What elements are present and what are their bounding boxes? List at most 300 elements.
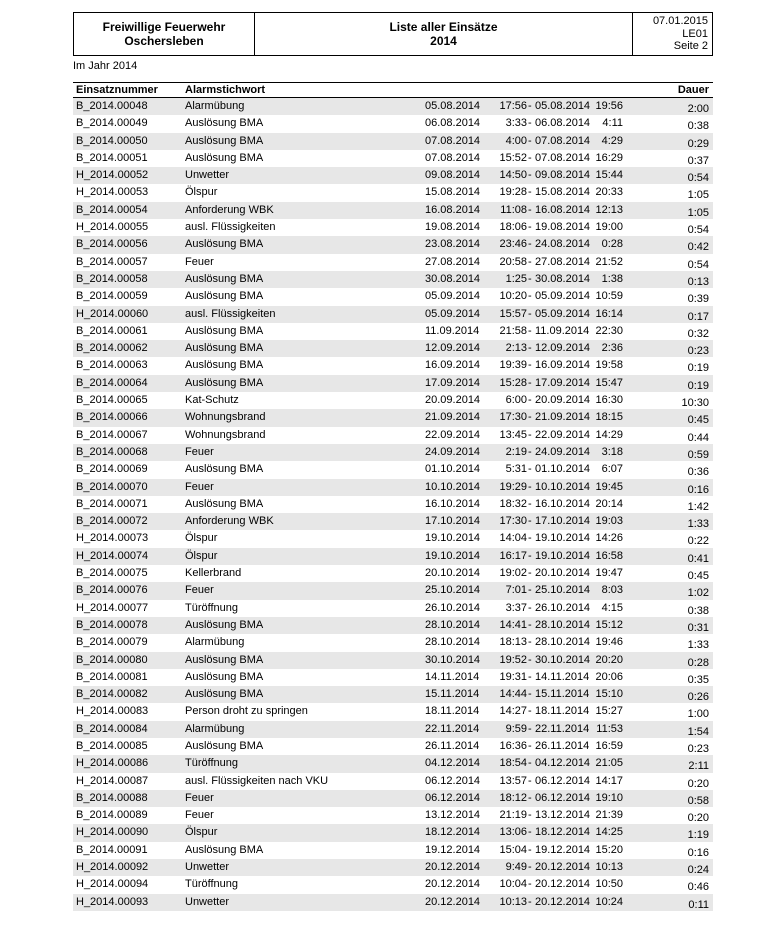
end-date-cell: 09.08.2014 [535, 169, 591, 182]
dash-separator: - [528, 774, 532, 787]
end-time-cell: 2:36 [601, 342, 623, 355]
dash-separator: - [528, 636, 532, 649]
dash-separator: - [528, 515, 532, 528]
end-date-cell: 17.10.2014 [535, 515, 591, 528]
table-row [73, 133, 713, 150]
einsatznummer-cell: B_2014.00078 [76, 618, 148, 631]
table-row [73, 219, 713, 236]
dash-separator: - [528, 203, 532, 216]
start-time-cell: 17:30 [499, 515, 527, 528]
table-row [73, 150, 713, 167]
column-header-number: Einsatznummer [76, 84, 158, 96]
start-date-cell: 19.10.2014 [425, 549, 481, 562]
end-date-cell: 20.09.2014 [535, 394, 591, 407]
start-time-cell: 20:58 [499, 255, 527, 268]
dash-separator: - [528, 480, 532, 493]
end-date-cell: 20.12.2014 [535, 861, 591, 874]
start-time-cell: 7:01 [505, 584, 527, 597]
end-time-cell: 21:05 [595, 757, 623, 770]
start-time-cell: 23:46 [499, 238, 527, 251]
dash-separator: - [528, 653, 532, 666]
end-time-cell: 3:18 [601, 445, 623, 458]
start-time-cell: 14:27 [499, 705, 527, 718]
dash-separator: - [528, 117, 532, 130]
end-date-cell: 06.08.2014 [535, 117, 591, 130]
start-date-cell: 26.11.2014 [425, 739, 480, 752]
start-time-cell: 2:13 [505, 342, 527, 355]
table-row [73, 634, 713, 651]
end-time-cell: 20:06 [595, 670, 623, 683]
start-date-cell: 07.08.2014 [425, 134, 481, 147]
alarmstichwort-cell: Auslösung BMA [185, 376, 264, 389]
dauer-cell: 0:19 [687, 362, 709, 375]
start-time-cell: 16:17 [499, 549, 527, 562]
table-row [73, 202, 713, 219]
dash-separator: - [528, 428, 532, 441]
start-time-cell: 15:28 [499, 376, 527, 389]
start-time-cell: 3:37 [505, 601, 527, 614]
title-cell [255, 13, 633, 55]
alarmstichwort-cell: Feuer [185, 445, 214, 458]
table-row [73, 288, 713, 305]
dash-separator: - [528, 739, 532, 752]
alarmstichwort-cell: Feuer [185, 809, 214, 822]
start-time-cell: 19:29 [499, 480, 527, 493]
end-date-cell: 30.08.2014 [535, 272, 591, 285]
einsatznummer-cell: H_2014.00053 [76, 186, 149, 199]
end-time-cell: 15:47 [595, 376, 623, 389]
end-date-cell: 19.12.2014 [535, 843, 591, 856]
dauer-cell: 1:05 [687, 189, 709, 202]
dauer-cell: 0:59 [687, 448, 709, 461]
table-row [73, 703, 713, 720]
dash-separator: - [528, 134, 532, 147]
start-date-cell: 05.09.2014 [425, 290, 481, 303]
report-code: LE01 [682, 27, 708, 40]
end-time-cell: 22:30 [595, 324, 623, 337]
einsatznummer-cell: H_2014.00052 [76, 169, 149, 182]
dash-separator: - [528, 445, 532, 458]
start-time-cell: 14:50 [499, 169, 527, 182]
table-row [73, 375, 713, 392]
dash-separator: - [528, 618, 532, 631]
start-date-cell: 26.10.2014 [425, 601, 481, 614]
alarmstichwort-cell: Anforderung WBK [185, 203, 274, 216]
end-time-cell: 10:13 [595, 861, 623, 874]
alarmstichwort-cell: Wohnungsbrand [185, 428, 266, 441]
start-date-cell: 28.10.2014 [425, 618, 481, 631]
einsatznummer-cell: B_2014.00076 [76, 584, 148, 597]
start-time-cell: 18:32 [499, 497, 527, 510]
end-date-cell: 20.10.2014 [535, 567, 591, 580]
end-date-cell: 19.08.2014 [535, 221, 591, 234]
table-row [73, 513, 713, 530]
start-date-cell: 15.11.2014 [425, 688, 480, 701]
end-date-cell: 25.10.2014 [535, 584, 591, 597]
start-date-cell: 20.12.2014 [425, 878, 481, 891]
alarmstichwort-cell: Auslösung BMA [185, 324, 264, 337]
dash-separator: - [528, 255, 532, 268]
end-time-cell: 4:15 [601, 601, 623, 614]
einsatznummer-cell: H_2014.00094 [76, 878, 149, 891]
einsatznummer-cell: H_2014.00073 [76, 532, 149, 545]
dash-separator: - [528, 584, 532, 597]
end-date-cell: 15.11.2014 [535, 688, 590, 701]
alarmstichwort-cell: Feuer [185, 584, 214, 597]
einsatznummer-cell: B_2014.00071 [76, 497, 148, 510]
einsatznummer-cell: B_2014.00068 [76, 445, 148, 458]
end-time-cell: 4:11 [602, 117, 623, 130]
table-row [73, 790, 713, 807]
start-date-cell: 30.10.2014 [425, 653, 481, 666]
table-row [73, 357, 713, 374]
end-date-cell: 13.12.2014 [535, 809, 591, 822]
start-time-cell: 18:13 [499, 636, 527, 649]
alarmstichwort-cell: Kellerbrand [185, 567, 242, 580]
start-time-cell: 13:06 [499, 826, 527, 839]
dash-separator: - [528, 376, 532, 389]
einsatznummer-cell: B_2014.00061 [76, 324, 148, 337]
alarmstichwort-cell: Alarmübung [185, 636, 245, 649]
end-date-cell: 19.10.2014 [535, 549, 591, 562]
end-time-cell: 19:00 [595, 221, 623, 234]
table-row [73, 479, 713, 496]
table-row [73, 530, 713, 547]
end-time-cell: 4:29 [601, 134, 623, 147]
start-date-cell: 25.10.2014 [425, 584, 481, 597]
dash-separator: - [528, 497, 532, 510]
start-date-cell: 18.11.2014 [425, 705, 480, 718]
table-row [73, 582, 713, 599]
start-time-cell: 15:57 [499, 307, 527, 320]
table-row [73, 859, 713, 876]
einsatznummer-cell: H_2014.00083 [76, 705, 149, 718]
end-date-cell: 04.12.2014 [535, 757, 591, 770]
alarmstichwort-cell: Auslösung BMA [185, 653, 264, 666]
table-row [73, 306, 713, 323]
end-time-cell: 10:50 [595, 878, 623, 891]
dauer-cell: 1:33 [687, 639, 709, 652]
einsatznummer-cell: B_2014.00081 [76, 670, 148, 683]
start-date-cell: 05.08.2014 [425, 100, 481, 112]
start-time-cell: 13:57 [499, 774, 527, 787]
start-date-cell: 07.08.2014 [425, 151, 481, 164]
start-time-cell: 2:19 [505, 445, 527, 458]
dauer-cell: 2:11 [688, 760, 709, 773]
einsatznummer-cell: B_2014.00075 [76, 567, 148, 580]
alarmstichwort-cell: Türöffnung [185, 601, 239, 614]
start-time-cell: 19:31 [499, 670, 527, 683]
table-row [73, 271, 713, 288]
einsatznummer-cell: B_2014.00063 [76, 359, 148, 372]
start-date-cell: 13.12.2014 [425, 809, 481, 822]
alarmstichwort-cell: Person droht zu springen [185, 705, 308, 718]
einsatznummer-cell: B_2014.00066 [76, 411, 148, 424]
dash-separator: - [528, 394, 532, 407]
end-time-cell: 19:56 [595, 100, 623, 112]
dauer-cell: 0:45 [687, 414, 709, 427]
start-date-cell: 30.08.2014 [425, 272, 481, 285]
dash-separator: - [528, 601, 532, 614]
dash-separator: - [528, 238, 532, 251]
end-time-cell: 12:13 [595, 203, 623, 216]
dauer-cell: 10:30 [681, 397, 709, 410]
alarmstichwort-cell: Anforderung WBK [185, 515, 274, 528]
start-time-cell: 10:04 [499, 878, 527, 891]
start-date-cell: 05.09.2014 [425, 307, 481, 320]
end-time-cell: 10:59 [595, 290, 623, 303]
dash-separator: - [528, 878, 532, 891]
end-time-cell: 11:53 [596, 722, 623, 735]
start-time-cell: 19:52 [499, 653, 527, 666]
end-date-cell: 18.12.2014 [535, 826, 591, 839]
end-date-cell: 16.10.2014 [535, 497, 591, 510]
start-date-cell: 20.09.2014 [425, 394, 481, 407]
dauer-cell: 0:19 [687, 379, 709, 392]
table-row [73, 115, 713, 132]
alarmstichwort-cell: Auslösung BMA [185, 290, 264, 303]
table-row [73, 721, 713, 738]
table-row [73, 548, 713, 565]
dauer-cell: 0:23 [687, 742, 709, 755]
print-date: 07.01.2015 [652, 15, 708, 28]
end-time-cell: 16:58 [595, 549, 623, 562]
alarmstichwort-cell: Türöffnung [185, 878, 239, 891]
dauer-cell: 0:44 [687, 431, 709, 444]
end-date-cell: 24.09.2014 [535, 445, 591, 458]
dash-separator: - [528, 843, 532, 856]
einsatznummer-cell: H_2014.00090 [76, 826, 149, 839]
dash-separator: - [528, 272, 532, 285]
einsatznummer-cell: B_2014.00048 [76, 100, 148, 112]
report-title: Liste aller Einsätze [389, 20, 498, 34]
dash-separator: - [528, 549, 532, 562]
table-body [73, 98, 713, 911]
einsatznummer-cell: B_2014.00084 [76, 722, 148, 735]
start-date-cell: 06.08.2014 [425, 117, 481, 130]
start-time-cell: 18:12 [499, 791, 527, 804]
dash-separator: - [528, 307, 532, 320]
end-time-cell: 21:39 [595, 809, 623, 822]
start-time-cell: 18:06 [499, 221, 527, 234]
alarmstichwort-cell: Feuer [185, 791, 214, 804]
end-date-cell: 27.08.2014 [535, 255, 591, 268]
end-time-cell: 20:20 [595, 653, 623, 666]
table-row [73, 876, 713, 893]
start-date-cell: 06.12.2014 [425, 774, 481, 787]
dash-separator: - [528, 100, 532, 112]
dauer-cell: 0:41 [687, 552, 709, 565]
einsatznummer-cell: B_2014.00049 [76, 117, 148, 130]
table-row [73, 894, 713, 911]
dauer-cell: 0:13 [687, 275, 709, 288]
dash-separator: - [528, 895, 532, 908]
end-date-cell: 26.10.2014 [535, 601, 591, 614]
einsatznummer-cell: B_2014.00072 [76, 515, 148, 528]
dash-separator: - [528, 809, 532, 822]
start-date-cell: 22.11.2014 [425, 722, 480, 735]
start-time-cell: 9:49 [505, 861, 527, 874]
start-date-cell: 21.09.2014 [425, 411, 481, 424]
einsatznummer-cell: H_2014.00093 [76, 895, 149, 908]
start-date-cell: 11.09.2014 [425, 324, 480, 337]
start-time-cell: 17:56 [499, 100, 527, 112]
alarmstichwort-cell: Unwetter [185, 895, 230, 908]
dash-separator: - [528, 463, 532, 476]
einsatznummer-cell: H_2014.00055 [76, 221, 149, 234]
dauer-cell: 0:20 [687, 812, 709, 825]
dauer-cell: 0:16 [687, 846, 709, 859]
end-date-cell: 19.10.2014 [535, 532, 591, 545]
end-time-cell: 19:45 [595, 480, 623, 493]
dash-separator: - [528, 411, 532, 424]
dauer-cell: 0:45 [687, 570, 709, 583]
end-time-cell: 14:25 [595, 826, 623, 839]
end-date-cell: 12.09.2014 [535, 342, 591, 355]
alarmstichwort-cell: Auslösung BMA [185, 463, 264, 476]
organization-line1: Freiwillige Feuerwehr [102, 20, 226, 34]
meta-cell [633, 13, 712, 55]
end-date-cell: 28.10.2014 [535, 618, 591, 631]
end-date-cell: 11.09.2014 [535, 324, 590, 337]
table-row [73, 323, 713, 340]
start-time-cell: 13:45 [499, 428, 527, 441]
dauer-cell: 0:16 [687, 483, 709, 496]
alarmstichwort-cell: Wohnungsbrand [185, 411, 266, 424]
alarmstichwort-cell: Auslösung BMA [185, 670, 264, 683]
start-time-cell: 10:20 [499, 290, 527, 303]
start-date-cell: 18.12.2014 [425, 826, 481, 839]
end-time-cell: 19:47 [595, 567, 623, 580]
dash-separator: - [528, 151, 532, 164]
dauer-cell: 1:00 [687, 708, 709, 721]
einsatznummer-cell: H_2014.00092 [76, 861, 149, 874]
dauer-cell: 0:24 [687, 864, 709, 877]
end-date-cell: 18.11.2014 [535, 705, 590, 718]
end-time-cell: 16:30 [595, 394, 623, 407]
end-time-cell: 16:29 [595, 151, 623, 164]
dash-separator: - [528, 290, 532, 303]
end-time-cell: 20:14 [595, 497, 623, 510]
table-row [73, 167, 713, 184]
table-row [73, 738, 713, 755]
end-time-cell: 19:10 [595, 791, 623, 804]
alarmstichwort-cell: Alarmübung [185, 722, 245, 735]
start-date-cell: 22.09.2014 [425, 428, 481, 441]
start-date-cell: 10.10.2014 [425, 480, 481, 493]
end-date-cell: 17.09.2014 [535, 376, 591, 389]
end-time-cell: 15:20 [595, 843, 623, 856]
dauer-cell: 0:28 [687, 656, 709, 669]
end-time-cell: 20:33 [595, 186, 623, 199]
alarmstichwort-cell: Auslösung BMA [185, 238, 264, 251]
start-time-cell: 17:30 [499, 411, 527, 424]
einsatznummer-cell: B_2014.00050 [76, 134, 148, 147]
dauer-cell: 0:22 [687, 535, 709, 548]
end-time-cell: 16:14 [595, 307, 623, 320]
table-row [73, 98, 713, 115]
end-date-cell: 16.09.2014 [535, 359, 591, 372]
dauer-cell: 0:37 [687, 154, 709, 167]
start-time-cell: 4:00 [505, 134, 527, 147]
alarmstichwort-cell: Unwetter [185, 861, 230, 874]
start-date-cell: 09.08.2014 [425, 169, 481, 182]
einsatznummer-cell: H_2014.00060 [76, 307, 149, 320]
dauer-cell: 0:38 [687, 120, 709, 133]
end-date-cell: 06.12.2014 [535, 774, 591, 787]
alarmstichwort-cell: ausl. Flüssigkeiten [185, 307, 276, 320]
start-time-cell: 18:54 [499, 757, 527, 770]
start-time-cell: 14:44 [499, 688, 527, 701]
start-time-cell: 14:04 [499, 532, 527, 545]
column-header-keyword: Alarmstichwort [185, 84, 266, 96]
year-subtitle: Im Jahr 2014 [73, 60, 138, 72]
table-row [73, 254, 713, 271]
alarmstichwort-cell: ausl. Flüssigkeiten nach VKU [185, 774, 329, 787]
start-time-cell: 21:58 [499, 324, 527, 337]
alarmstichwort-cell: Auslösung BMA [185, 843, 264, 856]
end-date-cell: 07.08.2014 [535, 134, 591, 147]
end-time-cell: 19:46 [595, 636, 623, 649]
start-date-cell: 19.12.2014 [425, 843, 481, 856]
table-row [73, 184, 713, 201]
table-row [73, 842, 713, 859]
dash-separator: - [528, 722, 532, 735]
end-time-cell: 18:15 [595, 411, 623, 424]
dash-separator: - [528, 532, 532, 545]
alarmstichwort-cell: Auslösung BMA [185, 359, 264, 372]
alarmstichwort-cell: Ölspur [185, 549, 218, 562]
table-row [73, 565, 713, 582]
start-time-cell: 15:04 [499, 843, 527, 856]
start-time-cell: 19:39 [499, 359, 527, 372]
alarmstichwort-cell: Auslösung BMA [185, 739, 264, 752]
end-date-cell: 01.10.2014 [535, 463, 591, 476]
end-time-cell: 1:38 [601, 272, 623, 285]
dauer-cell: 1:02 [687, 587, 709, 600]
end-date-cell: 06.12.2014 [535, 791, 591, 804]
dauer-cell: 0:17 [687, 310, 709, 323]
dash-separator: - [528, 186, 532, 199]
organization-cell [74, 13, 255, 55]
table-row [73, 392, 713, 409]
dash-separator: - [528, 705, 532, 718]
end-date-cell: 22.11.2014 [535, 722, 590, 735]
end-date-cell: 07.08.2014 [535, 151, 591, 164]
start-time-cell: 10:13 [499, 895, 527, 908]
einsatznummer-cell: B_2014.00091 [76, 843, 148, 856]
alarmstichwort-cell: Feuer [185, 255, 214, 268]
table-row [73, 686, 713, 703]
start-date-cell: 19.08.2014 [425, 221, 481, 234]
einsatznummer-cell: B_2014.00062 [76, 342, 148, 355]
dauer-cell: 0:54 [687, 224, 709, 237]
start-date-cell: 20.10.2014 [425, 567, 481, 580]
dash-separator: - [528, 791, 532, 804]
end-date-cell: 05.08.2014 [535, 100, 591, 112]
table-row [73, 600, 713, 617]
start-date-cell: 12.09.2014 [425, 342, 481, 355]
table-row [73, 340, 713, 357]
alarmstichwort-cell: Auslösung BMA [185, 688, 264, 701]
start-date-cell: 27.08.2014 [425, 255, 481, 268]
table-row [73, 427, 713, 444]
alarmstichwort-cell: Unwetter [185, 169, 230, 182]
alarmstichwort-cell: ausl. Flüssigkeiten [185, 221, 276, 234]
organization-line2: Oschersleben [124, 34, 204, 48]
end-time-cell: 21:52 [595, 255, 623, 268]
end-date-cell: 15.08.2014 [535, 186, 591, 199]
